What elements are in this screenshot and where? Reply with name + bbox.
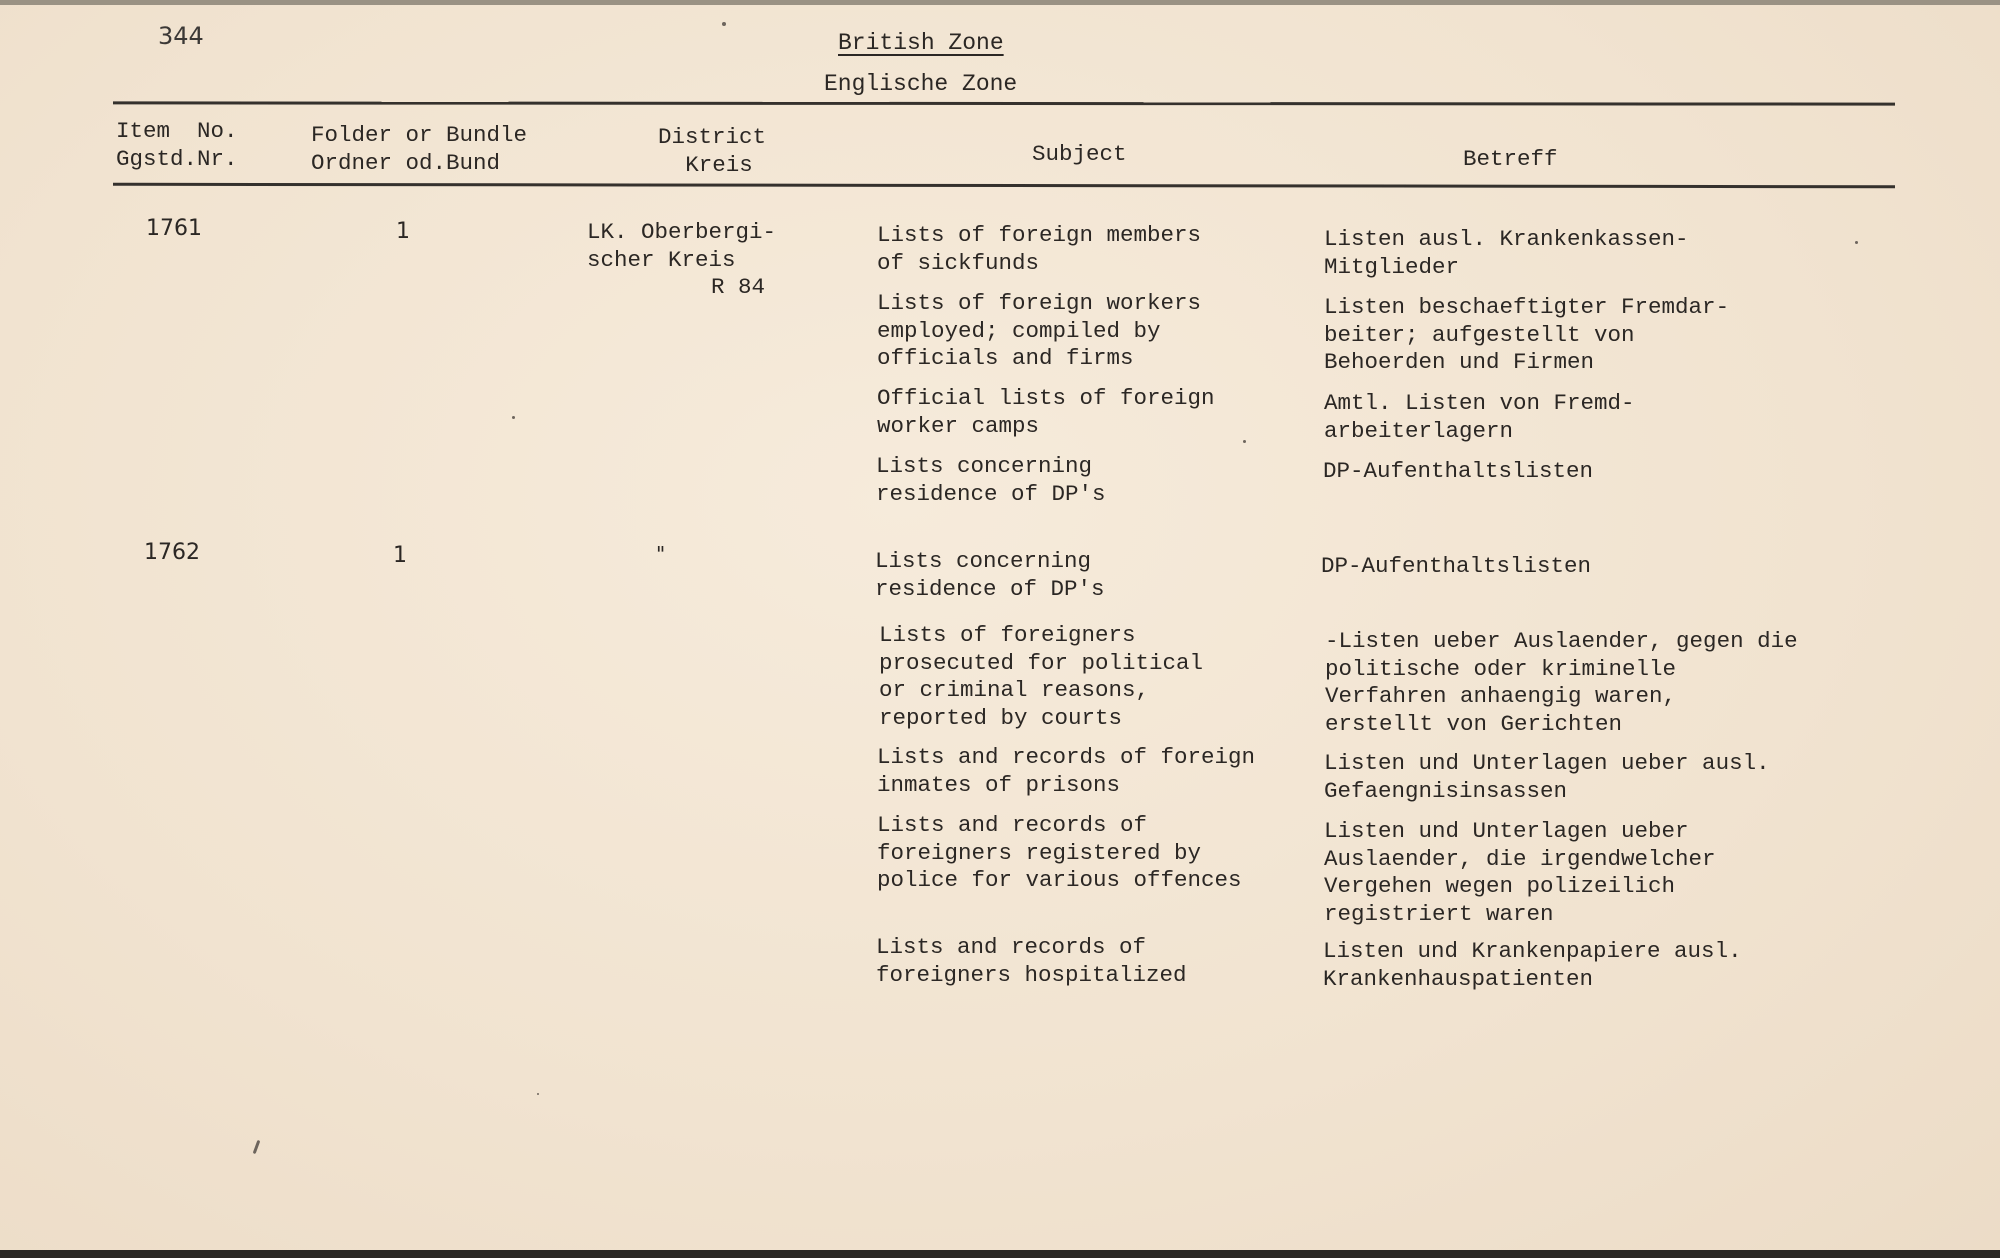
col-header-folder-de: Ordner od.Bund — [311, 150, 501, 176]
subject-entry: Official lists of foreign worker camps — [877, 385, 1215, 439]
col-header-folder-en: Folder or Bundle — [311, 122, 528, 148]
district-code: R 84 — [711, 274, 766, 300]
paper-speck — [512, 416, 515, 419]
folder-number: 1 — [393, 543, 407, 568]
betreff-entry: Listen und Unterlagen ueber ausl. Gefaengnisinsassen — [1324, 750, 1770, 804]
paper-speck — [1855, 241, 1858, 244]
paper-speck — [253, 1140, 261, 1154]
page-bottom-edge — [0, 1250, 2000, 1258]
subject-entry: Lists and records of foreign inmates of prisons — [877, 744, 1256, 798]
subject-entry: Lists and records of foreigners registered by police for various offences — [877, 812, 1242, 893]
betreff-entry: Listen beschaeftigter Fremdar- beiter; aufgestellt von Behoerden und Firmen — [1324, 294, 1730, 375]
betreff-entry: -Listen ueber Auslaender, gegen die politische oder kriminelle Verfahren anhaengig waren, erstellt von Gerichten — [1325, 628, 1798, 737]
district-ditto-mark: " — [656, 542, 666, 566]
col-header-item-no-de: Ggstd.Nr. — [116, 146, 238, 172]
col-header-item-no-en: Item No. — [116, 118, 238, 144]
subject-entry: Lists of foreigners prosecuted for political or criminal reasons, reported by courts — [879, 622, 1204, 731]
betreff-entry: Listen und Unterlagen ueber Auslaender, die irgendwelcher Vergehen wegen polizeilich registriert waren — [1324, 818, 1716, 927]
subject-entry: Lists and records of foreigners hospitalized — [876, 934, 1187, 988]
paper-speck — [1243, 440, 1246, 443]
betreff-entry: Listen ausl. Krankenkassen- Mitglieder — [1324, 226, 1689, 280]
subject-entry: Lists concerning residence of DP's — [875, 548, 1105, 602]
item-number: 1762 — [144, 540, 200, 565]
header-top-rule — [113, 101, 1895, 105]
betreff-entry: Amtl. Listen von Fremd- arbeiterlagern — [1324, 390, 1635, 444]
paper-speck — [537, 1093, 539, 1095]
page-number: 344 — [158, 22, 204, 50]
col-header-subject: Subject — [1032, 141, 1127, 167]
subject-entry: Lists of foreign workers employed; compiled by officials and firms — [877, 290, 1202, 371]
page-top-edge — [0, 0, 2000, 5]
col-header-district — [658, 123, 766, 179]
page-subtitle: Englische Zone — [824, 71, 1018, 97]
col-header-betreff: Betreff — [1463, 146, 1558, 172]
betreff-entry: Listen und Krankenpapiere ausl. Krankenhauspatienten — [1323, 938, 1742, 992]
district-name: LK. Oberbergi- scher Kreis — [587, 219, 777, 273]
subject-entry: Lists of foreign members of sickfunds — [877, 222, 1202, 276]
header-bottom-rule — [113, 183, 1895, 188]
col-header-district-de: Kreis — [685, 152, 753, 178]
col-header-district-en: District — [658, 124, 767, 150]
folder-number: 1 — [396, 219, 410, 244]
page-title: British Zone — [838, 30, 1004, 56]
col-header-folder — [311, 121, 527, 177]
paper-speck — [722, 22, 726, 26]
betreff-entry: DP-Aufenthaltslisten — [1321, 553, 1592, 579]
subject-entry: Lists concerning residence of DP's — [876, 453, 1106, 507]
item-number: 1761 — [146, 216, 202, 241]
betreff-entry: DP-Aufenthaltslisten — [1323, 458, 1594, 484]
col-header-item-no — [116, 117, 238, 173]
